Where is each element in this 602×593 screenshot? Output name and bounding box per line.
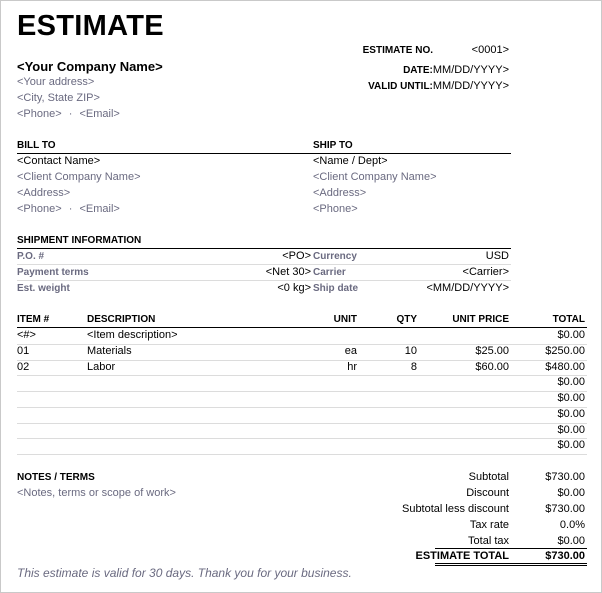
document-title: ESTIMATE [17, 10, 164, 42]
bill-ship-divider [17, 153, 511, 154]
ship-company: <Client Company Name> [313, 171, 437, 183]
item-total-cell: $480.00 [545, 361, 585, 373]
ship-name: <Name / Dept> [313, 155, 388, 167]
item-unit-price-cell: $60.00 [475, 361, 509, 373]
ship-to-heading: SHIP TO [313, 140, 353, 151]
bill-contact: <Contact Name> [17, 155, 101, 167]
item-description-cell: <Item description> [87, 329, 178, 341]
item-total-cell: $0.00 [557, 392, 585, 404]
payment-terms-value: <Net 30> [265, 266, 311, 278]
estimate-no-value: <0001> [471, 44, 509, 56]
total-tax-label: Total tax [468, 535, 509, 547]
item-qty-cell: 8 [410, 361, 417, 373]
less-discount-label: Subtotal less discount [401, 503, 509, 515]
footer-note: This estimate is valid for 30 days. Thank you for your business. [17, 566, 352, 580]
separator-dot: · [68, 108, 73, 120]
ship-date-label: Ship date [313, 283, 359, 294]
notes-heading: NOTES / TERMS [17, 472, 95, 483]
po-value: <PO> [282, 250, 311, 262]
bill-phone: <Phone> [17, 203, 62, 215]
bill-to-heading: BILL TO [17, 140, 56, 151]
item-number-cell: <#> [17, 329, 36, 341]
row-divider [17, 264, 511, 265]
col-qty-header: QTY [396, 314, 417, 325]
ship-address: <Address> [313, 187, 367, 199]
subtotal-label: Subtotal [468, 471, 509, 483]
estimate-total-label: ESTIMATE TOTAL [415, 550, 509, 562]
company-name: <Your Company Name> [17, 59, 163, 74]
date-label: DATE: [403, 65, 433, 76]
table-row-divider [17, 454, 587, 455]
valid-until-row [368, 76, 509, 94]
date-value: MM/DD/YYYY> [432, 64, 509, 76]
col-unit-price-header: UNIT PRICE [452, 314, 509, 325]
discount-label: Discount [466, 487, 509, 499]
item-unit-cell: hr [347, 361, 357, 373]
separator-dot: · [68, 203, 73, 215]
item-total-cell: $0.00 [557, 408, 585, 420]
company-phone: <Phone> [17, 108, 62, 120]
company-contact [17, 108, 120, 121]
item-total-cell: $250.00 [545, 345, 585, 357]
item-unit-price-cell: $25.00 [475, 345, 509, 357]
bill-address: <Address> [17, 187, 71, 199]
weight-label: Est. weight [17, 283, 70, 294]
col-item-header: ITEM # [17, 314, 50, 325]
item-total-cell: $0.00 [557, 424, 585, 436]
tax-rate-value: 0.0% [559, 519, 585, 531]
bill-contact-info [17, 203, 120, 216]
estimate-total-value: $730.00 [545, 550, 585, 562]
table-row-divider [17, 391, 587, 392]
item-description-cell: Materials [87, 345, 132, 357]
table-row-divider [17, 407, 587, 408]
item-total-cell: $0.00 [557, 376, 585, 388]
row-divider [17, 280, 511, 281]
item-number-cell: 02 [17, 361, 30, 373]
item-total-cell: $0.00 [557, 439, 585, 451]
col-unit-header: UNIT [333, 314, 357, 325]
carrier-label: Carrier [313, 267, 346, 278]
payment-terms-label: Payment terms [17, 267, 89, 278]
valid-until-value: MM/DD/YYYY> [432, 80, 509, 92]
table-row-divider [17, 423, 587, 424]
shipment-heading: SHIPMENT INFORMATION [17, 235, 142, 246]
company-city: <City, State ZIP> [17, 92, 100, 104]
po-label: P.O. # [17, 251, 45, 262]
item-number-cell: 01 [17, 345, 30, 357]
subtotal-value: $730.00 [545, 471, 585, 483]
table-row-divider [17, 438, 587, 439]
ship-phone: <Phone> [313, 203, 358, 215]
notes-text: <Notes, terms or scope of work> [17, 487, 176, 499]
col-description-header: DESCRIPTION [87, 314, 156, 325]
carrier-value: <Carrier> [462, 266, 509, 278]
item-unit-cell: ea [344, 345, 357, 357]
company-address: <Your address> [17, 76, 95, 88]
item-qty-cell: 10 [404, 345, 417, 357]
tax-rate-label: Tax rate [469, 519, 509, 531]
total-double-rule [435, 563, 587, 566]
ship-date-value: <MM/DD/YYYY> [426, 282, 509, 294]
currency-label: Currency [313, 251, 357, 262]
item-total-cell: $0.00 [557, 329, 585, 341]
bill-email: <Email> [79, 203, 120, 215]
table-row-divider [17, 375, 587, 376]
discount-value: $0.00 [557, 487, 585, 499]
items-header-divider [17, 327, 587, 328]
col-total-header: TOTAL [552, 314, 585, 325]
less-discount-value: $730.00 [545, 503, 585, 515]
estimate-no-label: ESTIMATE NO. [362, 45, 433, 56]
shipment-divider [17, 248, 511, 249]
total-tax-value: $0.00 [557, 535, 585, 547]
currency-value: USD [485, 250, 509, 262]
item-description-cell: Labor [87, 361, 116, 373]
weight-value: <0 kg> [277, 282, 311, 294]
company-email: <Email> [79, 108, 120, 120]
bill-company: <Client Company Name> [17, 171, 141, 183]
total-top-rule [435, 548, 587, 549]
valid-until-label: VALID UNTIL: [368, 81, 433, 92]
